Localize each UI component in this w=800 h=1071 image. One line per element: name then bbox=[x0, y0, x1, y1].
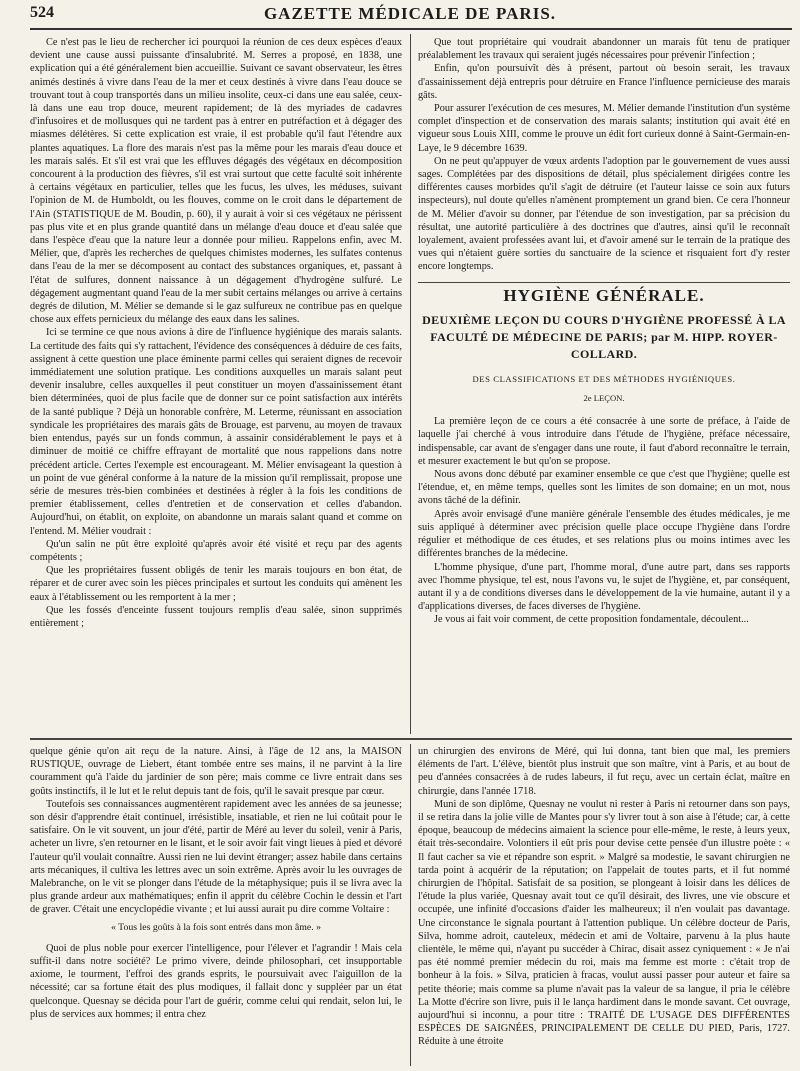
paragraph: Que les fossés d'enceinte fussent toujours remplis d'eau salée, sinon supprimés entièrement ; bbox=[30, 604, 402, 629]
lecture-title: DEUXIÈME LEÇON DU COURS D'HYGIÈNE PROFESSÉ À LA FACULTÉ DE MÉDECINE DE PARIS; par M. HIPP. ROYER-COLLARD. bbox=[422, 312, 786, 361]
quotation: « Tous les goûts à la fois sont entrés dans mon âme. » bbox=[110, 921, 321, 933]
column-top-left bbox=[30, 36, 402, 730]
column-top-right bbox=[418, 36, 790, 730]
page-number: 524 bbox=[30, 4, 54, 21]
section-title: HYGIÈNE GÉNÉRALE. bbox=[503, 285, 705, 305]
lecture-number: 2e LEÇON. bbox=[583, 393, 625, 404]
paragraph: Pour assurer l'exécution de ces mesures, M. Mélier demande l'institution d'un système complet d'inspection et de conservation des marais salants; institution qui avait été en vigueur sous Louis XIII, comme le prouve un édit fort curieux donné à Saint-Germain-en-Laye, le 9 décembre 1639. bbox=[418, 103, 790, 154]
paragraph: Ce n'est pas le lieu de rechercher ici pourquoi la réunion de ces deux espèces d'eaux devient une cause aussi puissante d'insalubrité. M. Serres a proposé, en 1838, une explication qui a été généralement bien accueillie. Suivant ce savant observateur, les êtres animés destinés à vivre dans l'eau de la mer et ceux destinés à vivre dans l'eau douce se trouvant tout à coup transportés dans un milieu insolite, ceux-ci dans une eau salée, ceux-là dans une eau trop douce, meurent rapidement; de là des myriades de cadavres d'infusoires et de mollusques qui ne tardent pas à entrer en putréfaction et à dégager des miasmes délétères. Si cette explication est vraie, il est probable qu'il faut l'étendre aux plantes aquatiques. La flore des marais n'est pas la même pour les marais d'eau douce et les marais salés. Et s'il est vrai que les effluves dégagés des végétaux en décomposition concourent à la production des fièvres, s'il est vrai surtout que cette faculté soit inhérente à certains végétaux en particulier, telles que les fucus, les ulves, les méduses, suivant l'opinion de M. de Humboldt, ou les flouves, comme on le croit dans le département de l'Ain (STATISTIQUE de M. Boudin, p. 60), il y aurait à voir si ces végétaux ne périssent pas plus vite et en plus grande quantité dans un mélange d'eau douce et d'eau salée que dans l'espèce d'eau que la nature leur a donnée pour milieu. Rappelons enfin, avec M. Mélier, que, d'après les recherches de quelques chimistes modernes, les sulfates contenus dans l'eau de la mer se décomposent au contact des substances organiques, et, passant à l'état de sulfures, donnent naissance à un dégagement d'hydrogène sulfuré. Le dégagement augmentant quand l'eau de la mer subit certains mélanges ou arrive à certains degrés de dilution, M. Mélier se demande si le gaz sulfureux ne contribue pas en quelque chose aux effets pernicieux du mélange des eaux dans les salines. bbox=[30, 37, 402, 326]
paragraph: Que les propriétaires fussent obligés de tenir les marais toujours en bon état, de réparer et de curer avec soin les pièces principales et surtout les conduits qui amènent les eaux à l'établissement ou les remportent à la mer ; bbox=[30, 565, 402, 603]
header-rule bbox=[30, 28, 792, 30]
paragraph: L'homme physique, d'une part, l'homme moral, d'une autre part, dans ses rapports avec l'homme physique, tel est, nous l'avons vu, le sujet de l'hygiène, et, par conséquent, autant il y a de conditions diverses dans le développement de la vie humaine, autant il y a d'applications diverses, de faces diverses de l'hygiène. bbox=[418, 561, 790, 613]
column-bottom-right bbox=[418, 745, 790, 1067]
paragraph: Que tout propriétaire qui voudrait abandonner un marais fût tenu de pratiquer préalablement les travaux qui seraient jugés nécessaires pour prévenir l'infection ; bbox=[418, 37, 790, 62]
paragraph: un chirurgien des environs de Méré, qui lui donna, tant bien que mal, les premiers éléments de l'art. L'élève, bientôt plus instruit que son maître, vint à Paris, et au bout de peu d'années consacrées à de rudes labeurs, il fut reçu, avec un certain éclat, maître en chirurgie, dans l'année 1718. bbox=[418, 746, 790, 797]
paragraph: Qu'un salin ne pût être exploité qu'après avoir été visité et reçu par des agents compétents ; bbox=[30, 538, 402, 563]
lecture-subheading: DES CLASSIFICATIONS ET DES MÉTHODES HYGIÉNIQUES. bbox=[472, 373, 736, 384]
column-bottom-left bbox=[30, 745, 402, 1067]
paragraph: Ici se termine ce que nous avions à dire de l'influence hygiénique des marais salants. La certitude des faits qui s'y rattachent, l'évidence des conséquences à déduire de ces faits, assignent à cette question une place éminente parmi celles qui seraient dignes de recevoir immédiatement une solution pratique. Les conditions auxquelles un marais salant peut devenir insalubre, celles auxquelles il peut constituer un moyen d'assainissement étant bien déterminées, quoi de plus facile que de donner sur ce point satisfaction aux intérêts de la santé publique ? Déjà un honorable confrère, M. Leterme, réunissant en association syndicale les propriétaires des marais gâts de Brouage, est parvenu, au moyen de travaux bien entendus, payés sur un fonds commun, à assainir considérablement le pays et à diminuer de moitié ce chiffre effrayant de mortalité que nous rappelions dans notre précédent article. Certes l'exemple est encourageant. M. Mélier envisageant la question à un point de vue général conforme à la nature de la mission qu'il remplissait, propose une série de mesures très-bien combinées et destinées à régler à la fois les conditions de premier établissement, celles d'entretien et de conservation et celles d'abandon. Aujourd'hui, on établit, on exploite, on abandonne un marais salant quand et comme on l'entend. M. Mélier voudrait : bbox=[30, 327, 402, 537]
paragraph: On ne peut qu'appuyer de vœux ardents l'adoption par le gouvernement de vues aussi sages. Complétées par des dispositions de détail, plus spécialement dirigées contre les différentes causes morbides qu'il s'agit de détruire (et l'auteur laisse ce soin aux futurs inspecteurs), nul doute qu'elles n'amènent promptement un grand bien. Ce cera l'honneur de M. Mélier d'avoir su donner, par l'étendue de son investigation, par sa précision du résultat, une autorité particulière à des doctrines que d'autres, ainsi qu'il le reconnaît loyalement, avaient professées avant lui, et d'avoir amené sur le terrain de la pratique des vues qui n'étaient guère sorties du sanctuaire de la science et risquaient fort d'y rester encore longtemps. bbox=[418, 155, 790, 273]
column-separator bbox=[410, 744, 411, 1066]
journal-title: GAZETTE MÉDICALE DE PARIS. bbox=[263, 4, 557, 23]
paragraph: Nous avons donc débuté par examiner ensemble ce que c'est que l'hygiène; quelle est l'étendue, et, en même temps, quelles sont les limites de son domaine; en un mot, nous avons tâché de la définir. bbox=[418, 469, 790, 507]
paragraph: Je vous ai fait voir comment, de cette proposition fondamentale, découlent... bbox=[434, 614, 749, 626]
column-separator bbox=[410, 34, 411, 734]
feuilleton-rule bbox=[30, 738, 792, 740]
paragraph: La première leçon de ce cours a été consacrée à une sorte de préface, à l'aide de laquelle j'ai cherché à vous introduire dans l'étude de l'hygiène, préface nécessaire, indispensable, car avant de s'engager dans une route, il faut d'abord reconnaître le terrain, et mesurer exactement le but qu'on se propose. bbox=[418, 416, 790, 467]
paragraph: Muni de son diplôme, Quesnay ne voulut ni rester à Paris ni retourner dans son pays, il se retira dans la jolie ville de Mantes pour s'y livrer tout à son aise à l'étude; car, à cette époque, beaucoup de médecins aimaient la science pour elle-même, le reste, à leurs yeux, était très-secondaire. Volontiers il eût pris pour devise cette pensée d'un illustre poète : « Il faut cacher sa vie et répandre son esprit. » Malgré sa modestie, le savant chirurgien ne tarda point à acquérir de la réputation; on l'appelait de toutes parts, et il fut nommé chirurgien de l'hôpital. Satisfait de sa position, se plongeant à loisir dans les délices de l'étude la plus variée, Quesnay avait tout ce qu'il désirait, des livres, une vie obscure et occupée, une infinité d'occasions d'aider les malheureux; il n'en voulait pas davantage. Une circonstance le signala pourtant à l'attention publique. Un célèbre docteur de Paris, Silva, homme adroit, cauteleux, médecin et ami de Voltaire, parvenu à la plus haute clientèle, le même qui, n'ayant pu succéder à Chirac, disait assez cyniquement : « Je n'ai pas été nommé premier médecin du roi, mais ma femme est morte : c'était trop de bonheur à la fois. » Silva, praticien à fracas, voulut aussi passer pour auteur et faire sa petite théorie; mais comme sa plume n'avait pas la valeur de sa langue, il pria le célèbre La Motte d'écrire son livre, puis il le lança hardiment dans le monde savant. Cet ouvrage, aujourd'hui si inconnu, a pour titre : TRAITÉ DE L'USAGE DES DIFFÉRENTES ESPÈCES DE SAIGNÉES, PRINCIPALEMENT DE CELLE DU PIED, Paris, 1727. Réduite à une étroite bbox=[418, 798, 790, 1048]
paragraph: Toutefois ses connaissances augmentèrent rapidement avec les années de sa jeunesse; son désir d'apprendre était continuel, irrésistible, insatiable, et rien ne lui coûtait pour le satisfaire. On le vit souvent, un jour d'été, partir de Méré au lever du soleil, venir à Paris, acheter un livre, s'en retourner en le lisant, et le soir avoir fait vingt lieues à pied et dévoré l'auteur qu'il voulait connaître. Aussi rien ne lui devint étranger; assez habile dans certains arts mécaniques, il cultiva les lettres avec un soin extrême. Après avoir lu les ouvrages de Malebranche, on le vit se plonger dans l'étude de la métaphysique; puis il se livra avec la plus grande ardeur aux mathématiques; enfin il apprit du célèbre Cochin le dessin et l'art de graver. C'était une encyclopédie vivante ; et lui aussi aurait pu dire comme Voltaire : bbox=[30, 798, 402, 916]
paragraph: Enfin, qu'on poursuivît dès à présent, partout où besoin serait, les travaux d'assainissement déjà entrepris pour détruire en France l'influence pernicieuse des marais gâts. bbox=[418, 63, 790, 101]
section-rule bbox=[418, 282, 790, 283]
paragraph: Quoi de plus noble pour exercer l'intelligence, pour l'élever et l'agrandir ! Mais cela suffit-il dans notre société? Le primo vivere, deinde philosophari, cet insupportable axiome, le tourment, l'effroi des grands esprits, le poursuivait avec l'aiguillon de la nécessité; car sa fortune était des plus modiques, il fallait donc y suppléer par un état quelconque. Quesnay se décida pour l'art de guérir, comme celui qui rendait, selon lui, le plus de services aux hommes; il entra chez bbox=[30, 942, 402, 1020]
paragraph: Après avoir envisagé d'une manière générale l'ensemble des études médicales, je me suis appliqué à déterminer avec précision quelle place occupe l'hygiène dans l'ordre régulier et méthodique de ces études, et ses relations plus ou moins intimes avec les différentes branches de la médecine. bbox=[418, 508, 790, 560]
paragraph: quelque génie qu'on ait reçu de la nature. Ainsi, à l'âge de 12 ans, la MAISON RUSTIQUE, ouvrage de Liebert, étant tombée entre ses mains, il ne parvint à la lire couramment qu'à l'aide du jardinier de son père; mais comme ce livre entrait dans ses goûts instinctifs, il le lut et le relut depuis tant de fois, qu'il le savait presque par cœur. bbox=[30, 746, 402, 797]
page-header bbox=[30, 4, 790, 26]
